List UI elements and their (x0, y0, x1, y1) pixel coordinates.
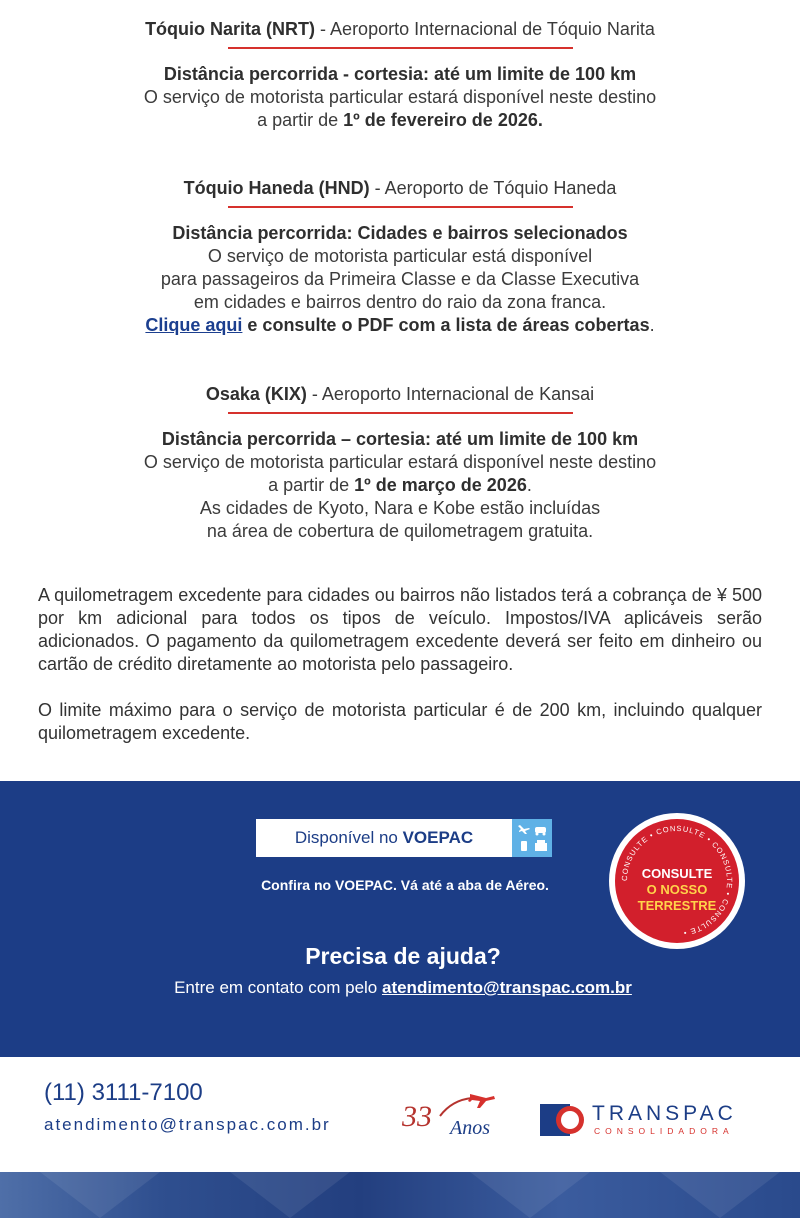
red-divider (228, 412, 573, 414)
desc-line: O serviço de motorista particular estará disponível neste destino (143, 452, 657, 472)
help-contact-line: Entre em contato com pelo atendimento@transpac.com.br (174, 978, 632, 997)
desc-line: As cidades de Kyoto, Nara e Kobe estão incluídas (199, 498, 601, 518)
footer-email[interactable]: atendimento@transpac.com.br (44, 1115, 331, 1134)
clique-aqui-link[interactable]: Clique aqui (145, 315, 243, 335)
distance-title: Distância percorrida: Cidades e bairros selecionados (172, 223, 628, 243)
pdf-text: e consulte o PDF com a lista de áreas cobertas (242, 315, 650, 335)
footer-phone[interactable]: (11) 3111-7100 (44, 1079, 203, 1106)
desc-line: Clique aqui e consulte o PDF com a lista de áreas cobertas. (145, 315, 655, 335)
transpac-name: TRANSPAC (592, 1102, 737, 1125)
airport-heading-hnd (0, 176, 800, 200)
transpac-subtitle: CONSOLIDADORA (594, 1126, 734, 1136)
desc-line: na área de cobertura de quilometragem gratuita. (206, 521, 594, 541)
airport-code: Tóquio Narita (NRT) (145, 19, 316, 39)
desc-line: a partir de 1º de março de 2026. (268, 475, 532, 495)
voepac-button[interactable] (256, 819, 552, 857)
desc-line: O serviço de motorista particular está disponível (207, 246, 593, 266)
desc-line: para passageiros da Primeira Classe e da Classe Executiva (160, 269, 640, 289)
limit-paragraph: O limite máximo para o serviço de motorista particular é de 200 km, incluindo qualquer quilometragem excedente. (38, 700, 762, 743)
airport-description (0, 63, 800, 132)
anos-word: Anos (450, 1117, 490, 1139)
anos-number: 33 (402, 1100, 432, 1133)
desc-line: O serviço de motorista particular estará disponível neste destino (143, 87, 657, 107)
help-email-link[interactable]: atendimento@transpac.com.br (381, 978, 632, 997)
desc-line: a partir de 1º de fevereiro de 2026. (257, 110, 543, 130)
section-nrt (0, 17, 800, 132)
airport-code: Osaka (KIX) (205, 384, 307, 404)
transpac-mark-icon (540, 1102, 588, 1138)
consulte-terrestre-seal[interactable] (609, 813, 745, 949)
section-kix (0, 382, 800, 543)
start-date: 1º de fevereiro de 2026. (343, 110, 543, 130)
airport-name: - Aeroporto de Tóquio Haneda (369, 178, 617, 198)
distance-title: Distância percorrida – cortesia: até um limite de 100 km (161, 429, 639, 449)
excess-mileage-paragraph: A quilometragem excedente para cidades ou bairros não listados terá a cobrança de ¥ 500 por km adicional para todos os tipos de veículo. Impostos/IVA aplicáveis serão adicionados. O pagamento da quilometragem excedente deverá ser feito em dinheiro ou cartão de crédito diretamente ao motorista pelo passageiro. (38, 585, 762, 674)
help-title: Precisa de ajuda? (305, 943, 501, 969)
airport-name: - Aeroporto Internacional de Kansai (306, 384, 595, 404)
seal-inner (615, 819, 739, 943)
voepac-services-icon (512, 819, 552, 857)
svg-text:CONSULTE • CONSULTE • CONSULTE: CONSULTE • CONSULTE • CONSULTE • CONSULTE • (619, 823, 735, 938)
33-anos-logo (400, 1086, 515, 1142)
airport-heading-nrt (0, 17, 800, 41)
desc-line: em cidades e bairros dentro do raio da zona franca. (193, 292, 607, 312)
red-divider (228, 206, 573, 208)
start-date: 1º de março de 2026 (354, 475, 527, 495)
section-hnd (0, 176, 800, 337)
bottom-decorative-strip (0, 1172, 800, 1218)
airport-code: Tóquio Haneda (HND) (183, 178, 370, 198)
voepac-instruction: Confira no VOEPAC. Vá até a aba de Aéreo. (261, 877, 549, 893)
distance-title: Distância percorrida - cortesia: até um limite de 100 km (163, 64, 637, 84)
voepac-label: Disponível no VOEPAC (294, 828, 474, 847)
airplane-icon (468, 1094, 495, 1108)
airport-description (0, 222, 800, 337)
airport-description (0, 428, 800, 543)
transpac-logo (540, 1100, 765, 1140)
airport-heading-kix (0, 382, 800, 406)
seal-text: CONSULTE O NOSSO TERRESTRE (637, 866, 717, 913)
red-divider (228, 47, 573, 49)
airport-name: - Aeroporto Internacional de Tóquio Narita (315, 19, 655, 39)
